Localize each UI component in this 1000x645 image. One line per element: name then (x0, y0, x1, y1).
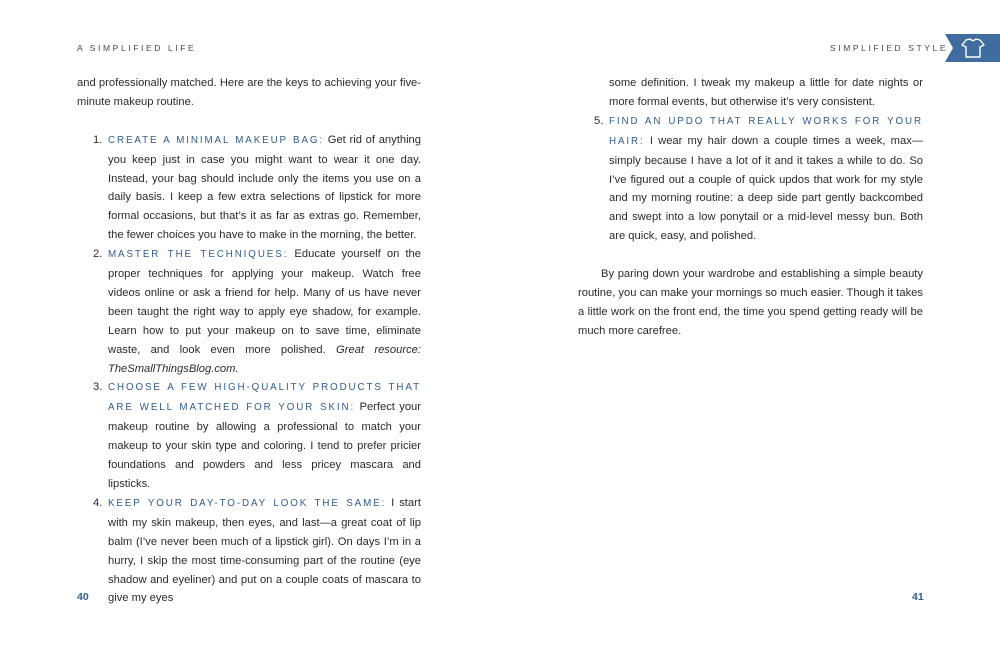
item-body: Educate yourself on the proper techniques for applying your makeup. Watch free videos online or ask a friend for help. Many of us have never been taught the right way to apply eye shadow, for example. Learn how to put your makeup on to save time, eliminate waste, and look even more polished. (108, 248, 422, 356)
running-head-left: A SIMPLIFIED LIFE (77, 43, 197, 53)
item-number: 5. (594, 114, 604, 127)
page-number-left: 40 (77, 591, 89, 603)
item-number: 1. (93, 133, 103, 146)
list-item (77, 378, 421, 493)
item-body: Perfect your makeup routine by allowing a professional to match your makeup to your skin type and coloring. I tend to prefer pricier foundations and powders and less pricey mascara and lipsticks. (108, 401, 422, 491)
intro-paragraph: and professionally matched. Here are the keys to achieving your five-minute makeup routine. (77, 77, 421, 108)
running-head-right: SIMPLIFIED STYLE (830, 43, 949, 53)
page-number-right: 41 (912, 591, 924, 603)
list-item (77, 494, 421, 608)
item-heading: CREATE A MINIMAL MAKEUP BAG: (108, 134, 325, 146)
item-number: 4. (93, 496, 103, 509)
item-heading: MASTER THE TECHNIQUES: (108, 249, 289, 261)
closing-paragraph: By paring down your wardrobe and establishing a simple beauty routine, you can make your mornings so much easier. Though it takes a little work on the front end, the time you spend getting ready will be much more carefree. (578, 268, 923, 337)
item-heading: KEEP YOUR DAY-TO-DAY LOOK THE SAME: (108, 497, 387, 509)
list-item (77, 131, 421, 245)
list-item (578, 112, 923, 246)
item-number: 2. (93, 248, 103, 261)
left-page (77, 74, 421, 608)
item-body: I wear my hair down a couple times a week, max—simply because I have a lot of it and it takes a while to do. So I’ve figured out a couple of quick updos that work for my style and my morning routine: a deep side part gently backcombed and swept into a low ponytail or a mid-level messy bun. Both are quick, easy, and polished. (609, 134, 923, 243)
section-tab (945, 34, 1000, 62)
item-number: 3. (93, 381, 103, 394)
tips-list-right (578, 112, 923, 246)
item-body: I start with my skin makeup, then eyes, and last—a great coat of lip balm (I’ve never been much of a lipstick girl). On days I’m in a hurry, I skip the most time-consuming part of the routine (eye shadow and eyeliner) and put on a couple coats of mascara to give my eyes (108, 496, 421, 605)
item-resource: Great resource: TheSmallThingsBlog.com. (108, 343, 421, 375)
item-heading: FIND AN UPDO THAT REALLY WORKS FOR YOUR HAIR: (609, 115, 923, 147)
tab-shape (945, 34, 1000, 62)
item-body: Get rid of anything you keep just in case you might want to wear it one day. Instead, your bag should include only the items you use on a daily basis. I keep a few extra selections of lipstick for more formal occasions, but that’s it as far as extras go. Remember, the fewer choices you have to make in the morning, the better. (108, 133, 421, 242)
list-item (77, 245, 421, 378)
item-heading: CHOOSE A FEW HIGH-QUALITY PRODUCTS THAT ARE WELL MATCHED FOR YOUR SKIN: (108, 382, 421, 414)
tips-list-left (77, 131, 421, 609)
continued-text: some definition. I tweak my makeup a little for date nights or more formal events, but otherwise it’s very consistent. (609, 77, 923, 108)
right-page (578, 74, 923, 341)
